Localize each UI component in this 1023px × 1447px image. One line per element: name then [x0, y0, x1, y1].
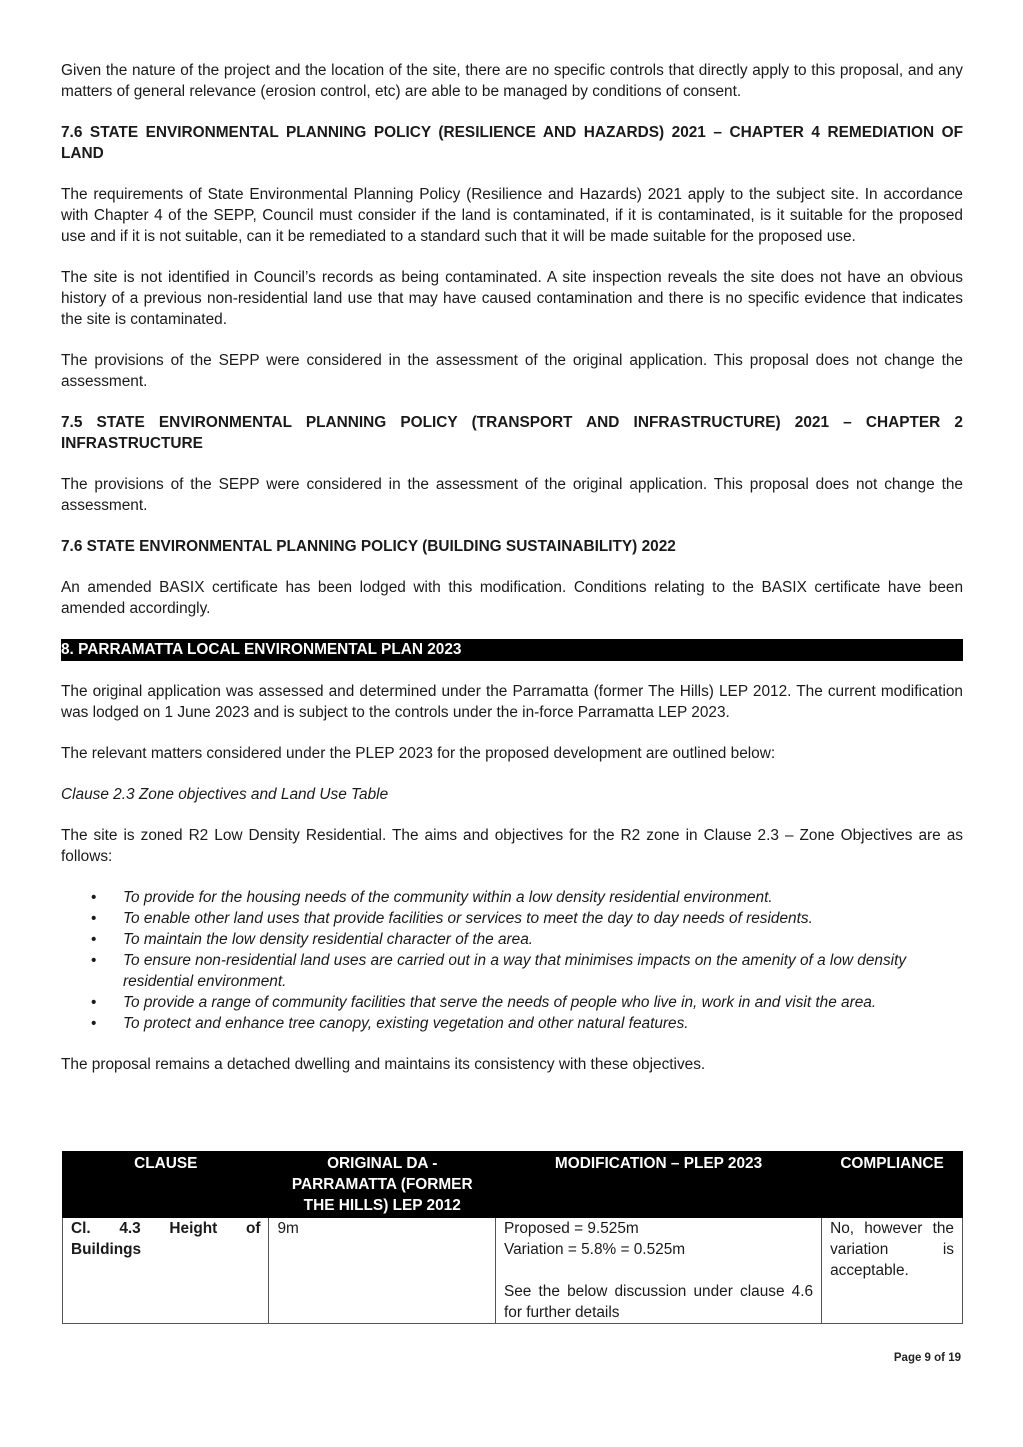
section-8-header-bar: 8. PARRAMATTA LOCAL ENVIRONMENTAL PLAN 2023: [61, 639, 963, 661]
document-page: [61, 60, 963, 1075]
col-header-modification: MODIFICATION – PLEP 2023: [495, 1152, 821, 1218]
clause-2-3-title: Clause 2.3 Zone objectives and Land Use Table: [61, 786, 389, 803]
lep-paragraph-1: The original application was assessed and determined under the Parramatta (former The Hills) LEP 2012. The current modification was lodged on 1 June 2023 and is subject to the controls under the in-force Parramatta LEP 2023.: [61, 683, 963, 721]
cell-compliance: No, however the variation is acceptable.: [822, 1218, 963, 1324]
heading-resilience-hazards: 7.6 STATE ENVIRONMENTAL PLANNING POLICY (RESILIENCE AND HAZARDS) 2021 – CHAPTER 4 REMEDIATION OF LAND: [61, 124, 963, 162]
resilience-paragraph-2: The site is not identified in Council’s records as being contaminated. A site inspection reveals the site does not have an obvious history of a previous non-residential land use that may have caused contamination and there is no specific evidence that indicates the site is contaminated.: [61, 269, 963, 328]
list-item: • To ensure non-residential land uses are carried out in a way that minimises impacts on the amenity of a low density residential environment.: [91, 952, 907, 990]
bullet-icon: •: [91, 952, 97, 969]
bullet-icon: •: [91, 889, 97, 906]
lep-paragraph-3: The site is zoned R2 Low Density Residential. The aims and objectives for the R2 zone in Clause 2.3 – Zone Objectives are as follows:: [61, 827, 963, 865]
intro-paragraph: Given the nature of the project and the location of the site, there are no specific controls that directly apply to this proposal, and any matters of general relevance (erosion control, etc) are able to be managed by conditions of consent.: [61, 62, 963, 100]
col-header-original-da: ORIGINAL DA - PARRAMATTA (FORMER THE HILLS) LEP 2012: [269, 1152, 496, 1218]
lep-paragraph-4: The proposal remains a detached dwelling and maintains its consistency with these objectives.: [61, 1056, 706, 1073]
bullet-icon: •: [91, 994, 97, 1011]
col-header-clause: CLAUSE: [63, 1152, 269, 1218]
heading-building-sustainability: 7.6 STATE ENVIRONMENTAL PLANNING POLICY (BUILDING SUSTAINABILITY) 2022: [61, 538, 676, 555]
table-header-row: [63, 1152, 963, 1218]
bullet-icon: •: [91, 910, 97, 927]
cell-clause: Cl. 4.3 Height of Buildings: [63, 1218, 269, 1324]
heading-transport-infrastructure: 7.5 STATE ENVIRONMENTAL PLANNING POLICY (TRANSPORT AND INFRASTRUCTURE) 2021 – CHAPTER 2 INFRASTRUCTURE: [61, 414, 963, 452]
table-row: [63, 1218, 963, 1324]
list-item: • To provide for the housing needs of the community within a low density residential environment.: [91, 889, 773, 906]
cell-modification: [495, 1218, 821, 1324]
cell-original: 9m: [269, 1218, 496, 1324]
compliance-table: [62, 1151, 963, 1324]
col-header-compliance: COMPLIANCE: [822, 1152, 963, 1218]
modification-note: See the below discussion under clause 4.6 for further details: [503, 1283, 814, 1321]
basix-paragraph: An amended BASIX certificate has been lodged with this modification. Conditions relating to the BASIX certificate have been amended accordingly.: [61, 579, 963, 617]
resilience-paragraph-3: The provisions of the SEPP were considered in the assessment of the original application. This proposal does not change the assessment.: [61, 352, 963, 390]
modification-variation: Variation = 5.8% = 0.525m: [503, 1241, 686, 1258]
list-item: • To provide a range of community facilities that serve the needs of people who live in, work in and visit the area.: [91, 994, 877, 1011]
list-item: • To enable other land uses that provide facilities or services to meet the day to day needs of residents.: [91, 910, 813, 927]
zone-objectives-list: [61, 887, 963, 1034]
lep-paragraph-2: The relevant matters considered under the PLEP 2023 for the proposed development are outlined below:: [61, 745, 776, 762]
page-number: Page 9 of 19: [893, 1352, 961, 1364]
modification-proposed: Proposed = 9.525m: [503, 1220, 639, 1237]
resilience-paragraph-1: The requirements of State Environmental Planning Policy (Resilience and Hazards) 2021 apply to the subject site. In accordance with Chapter 4 of the SEPP, Council must consider if the land is contaminated, if it is contaminated, is it suitable for the proposed use and if it is not suitable, can it be remediated to a standard such that it will be made suitable for the proposed use.: [61, 186, 963, 245]
list-item: • To protect and enhance tree canopy, existing vegetation and other natural features.: [91, 1015, 689, 1032]
bullet-icon: •: [91, 931, 97, 948]
list-item: • To maintain the low density residential character of the area.: [91, 931, 534, 948]
transport-paragraph: The provisions of the SEPP were considered in the assessment of the original application. This proposal does not change the assessment.: [61, 476, 963, 514]
bullet-icon: •: [91, 1015, 97, 1032]
